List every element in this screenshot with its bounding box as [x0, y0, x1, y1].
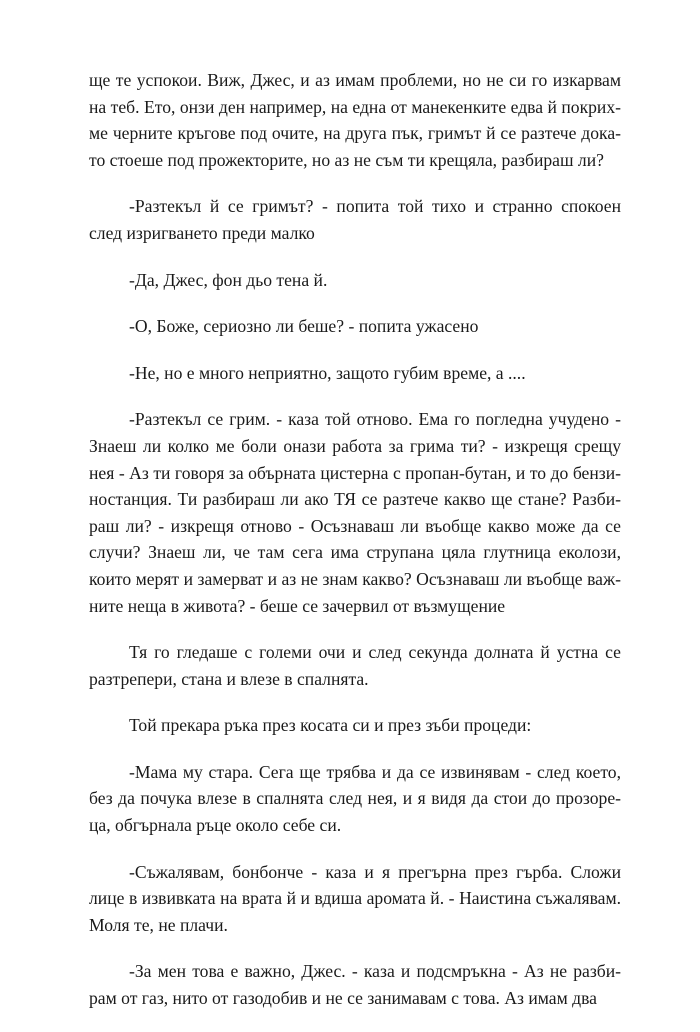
text-line: Той прекара ръка през косата си и през зъби процеди:: [129, 715, 532, 736]
text-line: Знаеш ли колко ме боли онази работа за грима ти? - изкрещя срещу: [89, 435, 621, 456]
text-line: -Не, но е много неприятно, защото губим време, а ....: [129, 362, 526, 383]
text-line: -Съжалявам, бонбонче - каза и я прегърна през гърба. Сложи: [129, 861, 621, 882]
text-line: разтрепери, стана и влезе в спалнята.: [89, 668, 369, 689]
text-line: ца, обгърнала ръце около себе си.: [89, 815, 342, 836]
text-line: рам от газ, нито от газодобив и не се занимавам с това. Аз имам два: [89, 988, 597, 1009]
paragraph: [89, 639, 621, 692]
paragraph: [89, 193, 621, 246]
text-line: нея - Аз ти говоря за обърната цистерна с пропан-бутан, и то до бензи-: [89, 462, 621, 483]
text-line: ностанция. Ти разбираш ли ако ТЯ се разтече какво ще стане? Разби-: [89, 489, 621, 510]
text-line: които мерят и замерват и аз не знам какво? Осъзнаваш ли въобще важ-: [89, 568, 621, 589]
text-line: Тя го гледаше с големи очи и след секунда долната й устна се: [129, 642, 621, 663]
text-line: ните неща в живота? - беше се зачервил от възмущение: [89, 595, 506, 616]
text-line: -За мен това е важно, Джес. - каза и подсмръкна - Аз не разби-: [129, 961, 621, 982]
text-line: Моля те, не плачи.: [89, 914, 228, 935]
paragraph: [89, 406, 621, 619]
text-line: -Разтекъл се грим. - каза той отново. Ема го погледна учудено -: [129, 409, 621, 430]
text-line: -Мама му стара. Сега ще трябва и да се извинявам - след което,: [129, 761, 621, 782]
text-line: -Да, Джес, фон дьо тена й.: [129, 269, 328, 290]
text-line: -Разтекъл й се гримът? - попита той тихо и странно спокоен: [129, 196, 621, 217]
text-line: след изригването преди малко: [89, 222, 315, 243]
paragraph: [89, 67, 621, 173]
text-line: -О, Боже, сериозно ли беше? - попита ужасено: [129, 316, 479, 337]
text-line: без да почука влезе в спалнята след нея, и я видя да стои до прозоре-: [89, 788, 621, 809]
paragraph: [89, 267, 621, 294]
text-line: лице в извивката на врата й и вдиша аромата й. - Наистина съжалявам.: [89, 888, 621, 909]
paragraph: [89, 958, 621, 1011]
paragraph: [89, 360, 621, 387]
text-line: случи? Знаеш ли, че там сега има струпана цяла глутница еколози,: [89, 542, 621, 563]
text-line: ще те успокои. Виж, Джес, и аз имам проблеми, но не си го изкарвам: [89, 70, 621, 90]
text-line: ме черните кръгове под очите, на друга пък, гримът й се разтече дока-: [89, 123, 621, 144]
text-line: то стоеше под прожекторите, но аз не съм ти крещяла, разбираш ли?: [89, 149, 604, 170]
paragraph: [89, 759, 621, 839]
text-line: на теб. Ето, онзи ден например, на една от манекенките едва й покрих-: [89, 96, 621, 117]
paragraph: [89, 859, 621, 939]
paragraph: [89, 712, 621, 739]
body-text: [89, 67, 621, 1032]
text-line: раш ли? - изкрещя отново - Осъзнаваш ли въобще какво може да се: [89, 515, 621, 536]
paragraph: [89, 313, 621, 340]
